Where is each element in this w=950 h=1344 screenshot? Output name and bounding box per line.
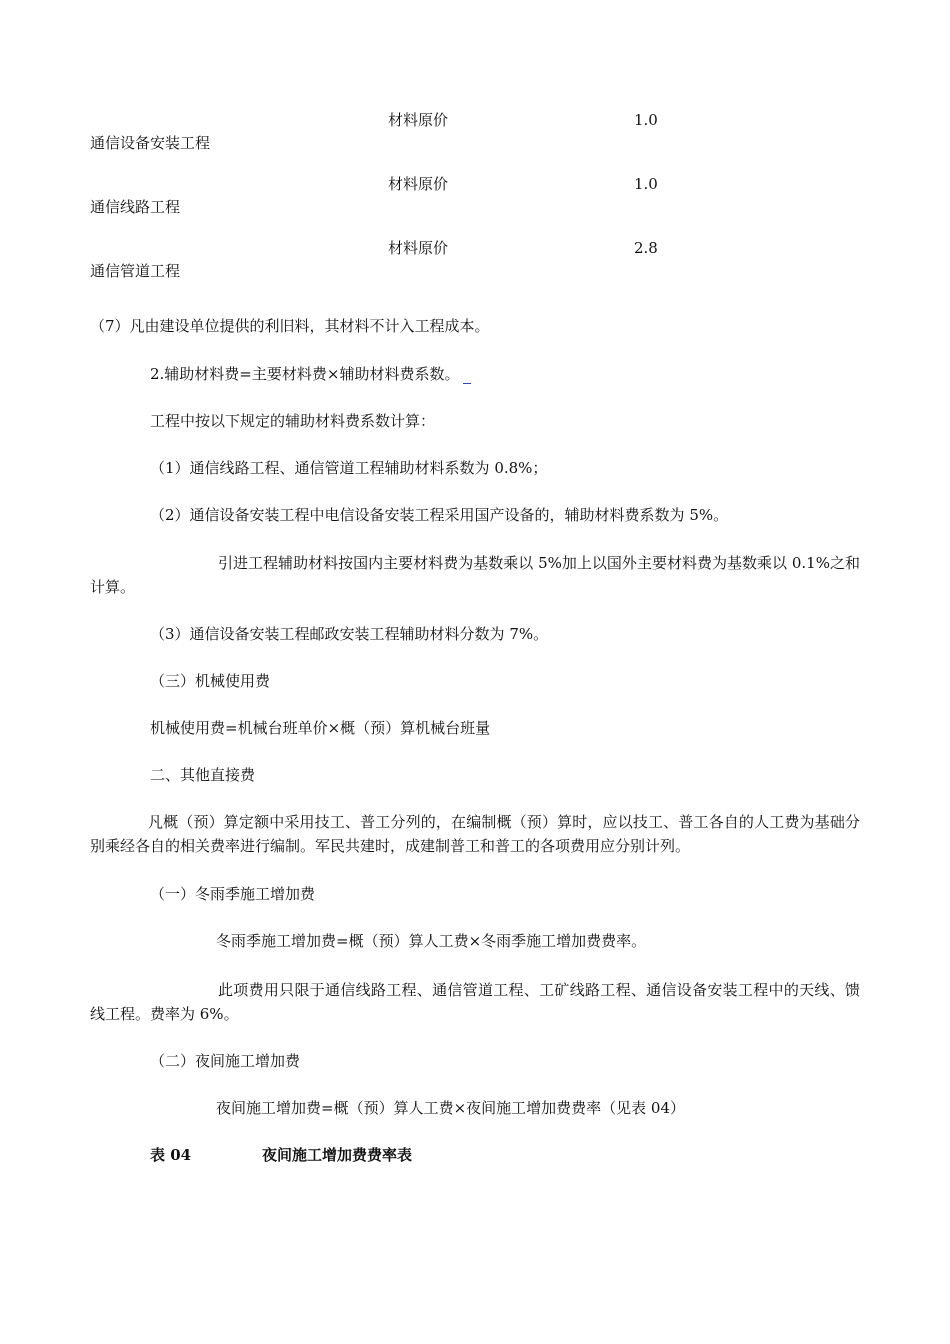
paragraph-machine: 机械使用费=机械台班单价×概（预）算机械台班量 (150, 719, 491, 737)
paragraph-aux-3: （3）通信设备安装工程邮政安装工程辅助材料分数为 7%。 (150, 625, 549, 643)
coef-basis: 材料原价 (388, 111, 449, 129)
coef-label: 通信线路工程 (90, 198, 181, 216)
anchor-link[interactable] (463, 367, 471, 384)
table04-title: 夜间施工增加费费率表 (262, 1146, 413, 1164)
paragraph-winter-formula: 冬雨季施工增加费=概（预）算人工费×冬雨季施工增加费费率。 (216, 932, 647, 950)
paragraph-item-7: （7）凡由建设单位提供的利旧料，其材料不计入工程成本。 (90, 317, 490, 335)
heading-machine: （三）机械使用费 (150, 672, 271, 690)
heading-other-direct: 二、其他直接费 (150, 766, 256, 784)
paragraph-aux-2: （2）通信设备安装工程中电信设备安装工程采用国产设备的，辅助材料费系数为 5%。 (150, 506, 729, 524)
paragraph-aux-1: （1）通信线路工程、通信管道工程辅助材料系数为 0.8%； (150, 459, 548, 477)
paragraph-other-direct: 凡概（预）算定额中采用技工、普工分列的，在编制概（预）算时，应以技工、普工各自的人工费为基础分别乘经各自的相关费率进行编制。军民共建时，成建制普工和普工的各项费用应分别计列。 (90, 813, 860, 855)
table04-number: 表 04 (150, 1146, 192, 1164)
heading-night: （二）夜间施工增加费 (150, 1052, 301, 1070)
aux-formula-text: 2.辅助材料费=主要材料费×辅助材料费系数。 (150, 365, 460, 383)
coef-value: 2.8 (634, 239, 658, 257)
coef-basis: 材料原价 (388, 175, 449, 193)
paragraph-aux-formula (150, 364, 471, 384)
coef-value: 1.0 (634, 175, 658, 193)
paragraph-night-formula: 夜间施工增加费=概（预）算人工费×夜间施工增加费费率（见表 04） (216, 1099, 685, 1117)
coef-basis: 材料原价 (388, 239, 449, 257)
paragraph-winter-scope: 此项费用只限于通信线路工程、通信管道工程、工矿线路工程、通信设备安装工程中的天线、馈线工程。费率为 6%。 (90, 981, 860, 1023)
paragraph-aux-rule: 工程中按以下规定的辅助材料费系数计算： (150, 412, 436, 430)
coef-label: 通信管道工程 (90, 262, 181, 280)
coef-label: 通信设备安装工程 (90, 134, 211, 152)
paragraph-import: 引进工程辅助材料按国内主要材料费为基数乘以 5%加上以国外主要材料费为基数乘以 0.1%之和计算。 (90, 554, 860, 596)
heading-winter: （一）冬雨季施工增加费 (150, 885, 316, 903)
coef-value: 1.0 (634, 111, 658, 129)
